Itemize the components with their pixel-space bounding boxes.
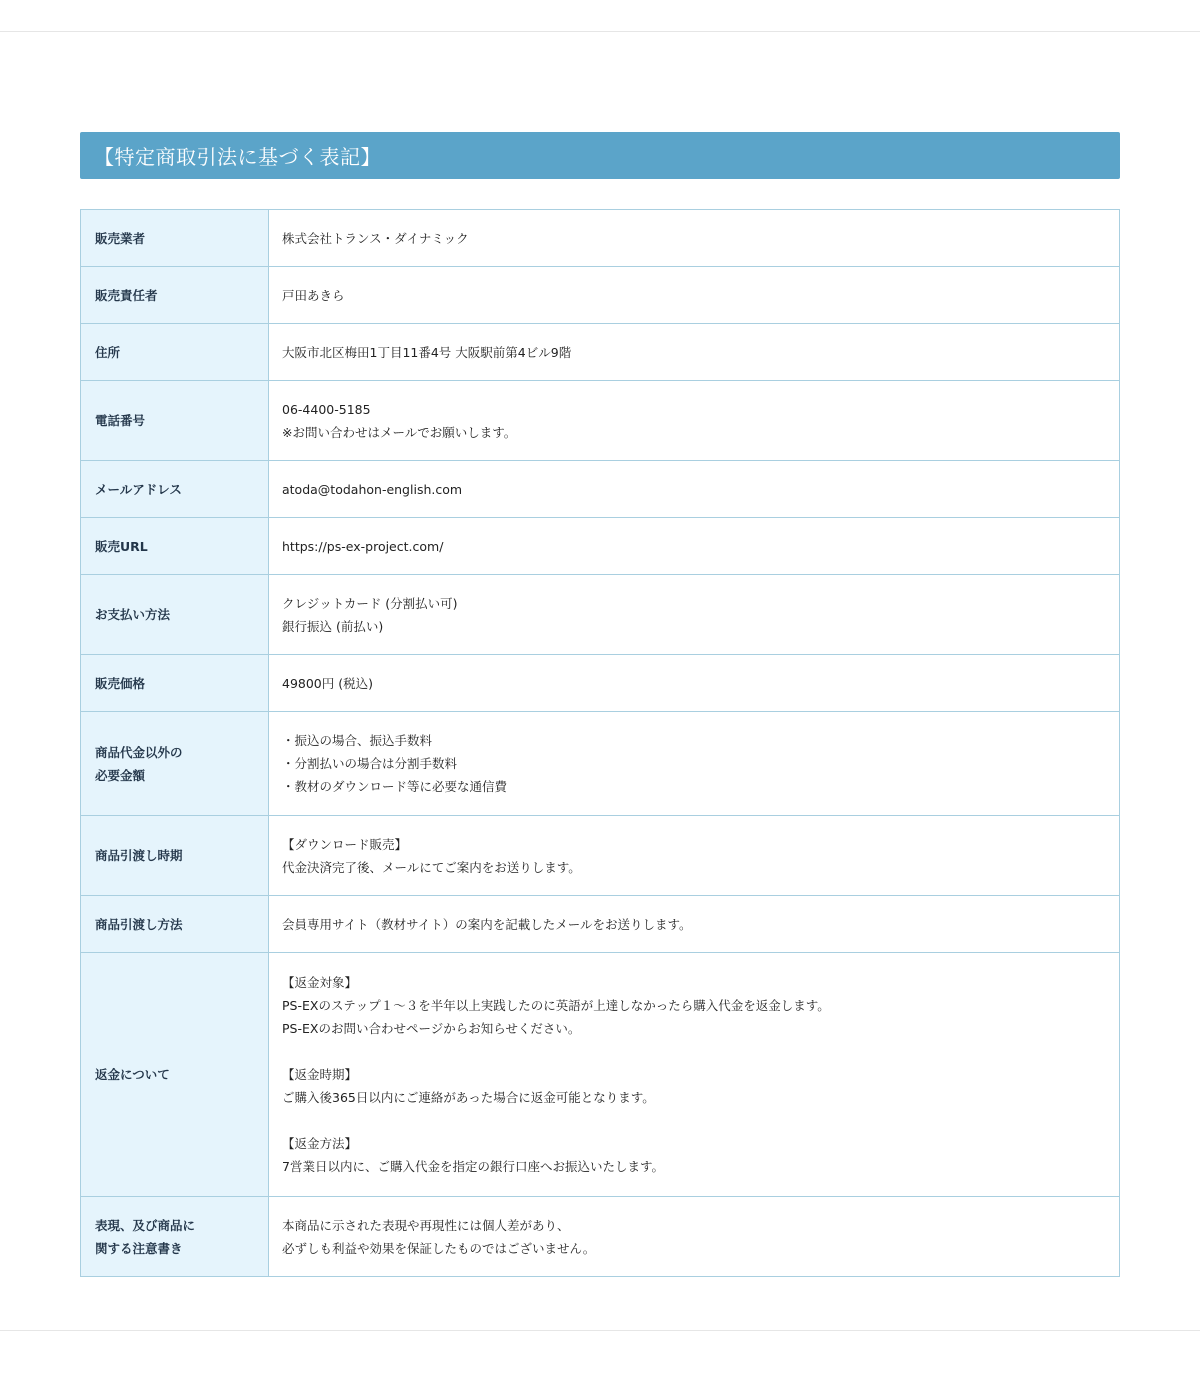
- row-label: 商品引渡し方法: [81, 896, 269, 953]
- row-value: 06-4400-5185 ※お問い合わせはメールでお願いします。: [269, 381, 1120, 461]
- section-title-bar: [80, 132, 1120, 179]
- email-address: atoda@todahon-english.com: [282, 481, 463, 497]
- row-value: [269, 461, 1120, 518]
- price: 49800円 (税込): [282, 675, 373, 691]
- table-row: [81, 816, 1120, 896]
- row-value: 【返金対象】 PS-EXのステップ１～３を半年以上実践したのに英語が上達しなかったら購入代金を返金します。 PS-EXのお問い合わせページからお知らせください。 【返金時期】 ご購入後365日以内にご連絡があった場合に返金可能となります。 【返金方法】 7営業日以内に、ご購入代金を指定の銀行口座へお振込いたします。: [269, 953, 1120, 1197]
- sales-url: https://ps-ex-project.com/: [282, 538, 444, 554]
- row-label: 販売責任者: [81, 267, 269, 324]
- table-row: [81, 953, 1120, 1197]
- top-divider: [0, 31, 1200, 32]
- phone-number: 06-4400-5185: [282, 401, 371, 417]
- table-row: [81, 575, 1120, 655]
- row-value: ・振込の場合、振込手数料 ・分割払いの場合は分割手数料 ・教材のダウンロード等に必要な通信費: [269, 712, 1120, 816]
- table-row: [81, 518, 1120, 575]
- row-value: 会員専用サイト（教材サイト）の案内を記載したメールをお送りします。: [269, 896, 1120, 953]
- row-value: クレジットカード (分割払い可) 銀行振込 (前払い): [269, 575, 1120, 655]
- paragraph-gap: [282, 1040, 1106, 1063]
- row-label: 販売業者: [81, 210, 269, 267]
- paragraph-gap: [282, 1109, 1106, 1132]
- row-label: お支払い方法: [81, 575, 269, 655]
- row-value: [269, 518, 1120, 575]
- table-row: [81, 324, 1120, 381]
- row-label: 販売URL: [81, 518, 269, 575]
- page-title: 【特定商取引法に基づく表記】: [94, 145, 381, 169]
- table-row: [81, 1197, 1120, 1277]
- table-row: [81, 655, 1120, 712]
- row-value: 株式会社トランス・ダイナミック: [269, 210, 1120, 267]
- row-label: 住所: [81, 324, 269, 381]
- table-row: [81, 381, 1120, 461]
- row-label: 電話番号: [81, 381, 269, 461]
- bottom-divider: [0, 1330, 1200, 1331]
- row-label: 販売価格: [81, 655, 269, 712]
- row-label: 返金について: [81, 953, 269, 1197]
- table-row: [81, 461, 1120, 518]
- row-value: 【ダウンロード販売】 代金決済完了後、メールにてご案内をお送りします。: [269, 816, 1120, 896]
- legal-info-table: [80, 209, 1120, 1277]
- row-label: 表現、及び商品に 関する注意書き: [81, 1197, 269, 1277]
- table-row: [81, 896, 1120, 953]
- row-label: 商品引渡し時期: [81, 816, 269, 896]
- table-row: [81, 210, 1120, 267]
- row-label: 商品代金以外の 必要金額: [81, 712, 269, 816]
- table-row: [81, 712, 1120, 816]
- row-value: 戸田あきら: [269, 267, 1120, 324]
- row-value: [269, 655, 1120, 712]
- row-value: 本商品に示された表現や再現性には個人差があり、 必ずしも利益や効果を保証したものではございません。: [269, 1197, 1120, 1277]
- table-row: [81, 267, 1120, 324]
- row-value: 大阪市北区梅田1丁目11番4号 大阪駅前第4ビル9階: [269, 324, 1120, 381]
- row-label: メールアドレス: [81, 461, 269, 518]
